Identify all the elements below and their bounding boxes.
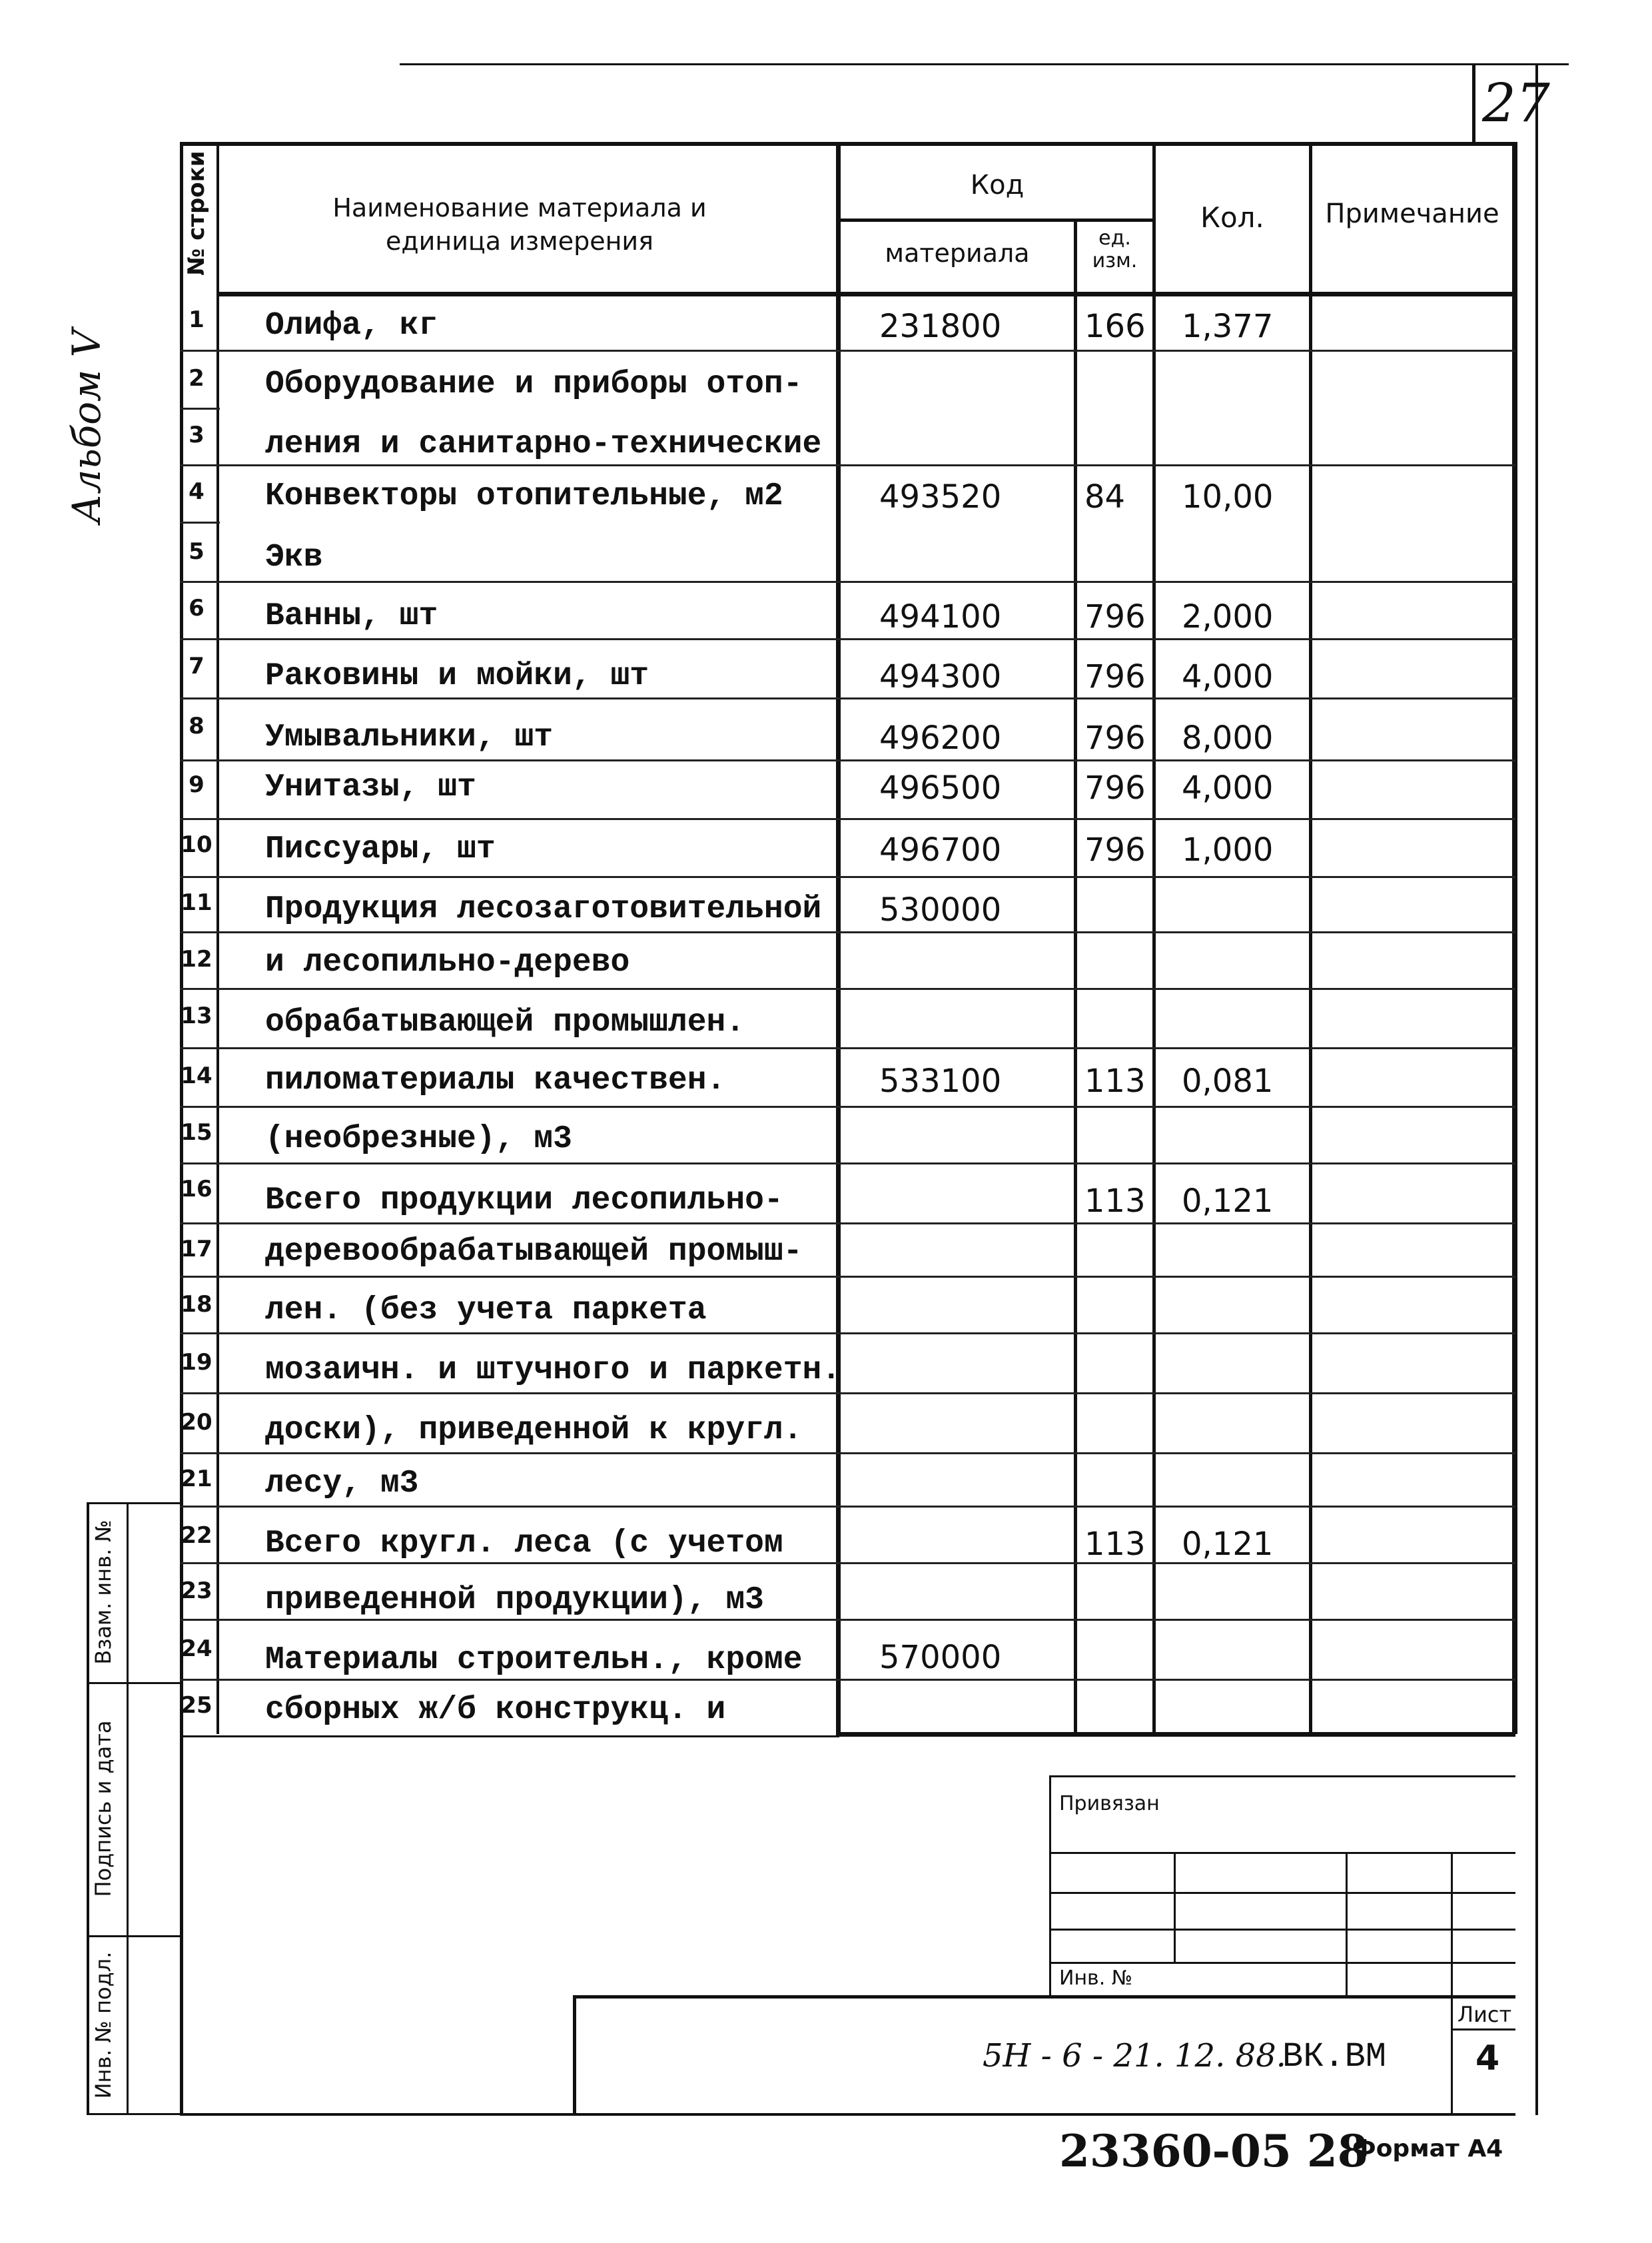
- header-code-unit-1: ед.: [1098, 226, 1131, 250]
- row-quantity: 8,000: [1182, 719, 1274, 757]
- header-code: Код: [970, 170, 1025, 201]
- row-material-code: 231800: [879, 308, 1002, 345]
- row-material-name: доски), приведенной к кругл.: [265, 1412, 803, 1448]
- row-number: 22: [181, 1522, 212, 1549]
- archive-number: 23360-05 28: [1059, 2125, 1368, 2177]
- row-number: 14: [181, 1063, 212, 1089]
- header-note: Примечание: [1325, 199, 1499, 229]
- row-material-name: ления и санитарно-технические: [265, 426, 822, 462]
- row-unit-code: 113: [1084, 1526, 1146, 1563]
- row-material-name: Ванны, шт: [265, 598, 438, 634]
- row-material-code: 496700: [879, 831, 1002, 869]
- row-material-name: лен. (без учета паркета: [265, 1292, 707, 1328]
- album-mark: Альбом V: [64, 329, 109, 524]
- privyazan-label: Привязан: [1059, 1792, 1160, 1815]
- row-material-name: Писсуары, шт: [265, 831, 496, 867]
- row-number: 10: [181, 831, 212, 858]
- header-code-unit-2: изм.: [1092, 249, 1138, 272]
- page-number: 27: [1482, 72, 1550, 134]
- row-material-name: Всего продукции лесопильно-: [265, 1182, 783, 1218]
- row-number: 15: [181, 1119, 212, 1146]
- row-unit-code: 796: [1084, 719, 1146, 757]
- row-material-name: приведенной продукции), м3: [265, 1582, 764, 1618]
- row-number: 4: [189, 478, 205, 505]
- row-material-name: Всего кругл. леса (с учетом: [265, 1526, 783, 1562]
- row-material-name: Продукция лесозаготовительной: [265, 891, 822, 927]
- row-material-code: 493520: [879, 478, 1002, 516]
- row-material-name: сборных ж/б конструкц. и: [265, 1692, 726, 1728]
- row-unit-code: 166: [1084, 308, 1146, 345]
- row-material-name: обрабатывающей промышлен.: [265, 1005, 745, 1041]
- row-number: 1: [189, 306, 205, 333]
- row-material-code: 494100: [879, 598, 1002, 636]
- header-qty: Кол.: [1200, 201, 1264, 234]
- row-material-code: 533100: [879, 1063, 1002, 1100]
- row-number: 3: [189, 422, 205, 448]
- row-unit-code: 113: [1084, 1063, 1146, 1100]
- row-material-name: деревообрабатывающей промыш-: [265, 1234, 803, 1270]
- row-quantity: 2,000: [1182, 598, 1274, 636]
- doc-code-handwritten: 5Н - 6 - 21. 12. 88.: [983, 2037, 1286, 2074]
- row-unit-code: 796: [1084, 658, 1146, 695]
- row-number: 5: [189, 538, 205, 565]
- row-number: 23: [181, 1577, 212, 1604]
- row-quantity: 4,000: [1182, 658, 1274, 695]
- row-number: 16: [181, 1176, 212, 1202]
- sheet-number: 4: [1475, 2038, 1500, 2078]
- row-quantity: 0,121: [1182, 1182, 1274, 1220]
- row-material-code: 570000: [879, 1639, 1002, 1676]
- row-unit-code: 84: [1084, 478, 1126, 516]
- doc-code: ВК.ВМ: [1282, 2037, 1387, 2076]
- row-quantity: 10,00: [1182, 478, 1274, 516]
- row-unit-code: 796: [1084, 769, 1146, 807]
- row-material-code: 494300: [879, 658, 1002, 695]
- row-number: 6: [189, 595, 205, 622]
- row-material-name: Оборудование и приборы отоп-: [265, 366, 803, 402]
- row-quantity: 4,000: [1182, 769, 1274, 807]
- row-quantity: 1,377: [1182, 308, 1274, 345]
- row-number: 20: [181, 1409, 212, 1436]
- row-number: 11: [181, 889, 212, 916]
- row-material-name: Материалы строительн., кроме: [265, 1642, 803, 1678]
- row-quantity: 0,121: [1182, 1526, 1274, 1563]
- row-material-name: (необрезные), м3: [265, 1121, 572, 1157]
- stamp-replace-inv: Взам. инв. №: [91, 1520, 116, 1665]
- stamp-inv-orig: Инв. № подл.: [91, 1951, 116, 2099]
- row-material-name: мозаичн. и штучного и паркетн.: [265, 1352, 841, 1388]
- row-material-code: 496200: [879, 719, 1002, 757]
- header-name-line1: Наименование материала и: [332, 193, 707, 223]
- row-number: 25: [181, 1692, 212, 1719]
- row-material-name: Раковины и мойки, шт: [265, 658, 649, 694]
- row-material-name: и лесопильно-дерево: [265, 945, 630, 981]
- row-material-name: Унитазы, шт: [265, 769, 476, 805]
- row-number: 7: [189, 653, 205, 679]
- row-unit-code: 796: [1084, 598, 1146, 636]
- row-number: 2: [189, 365, 205, 392]
- row-quantity: 0,081: [1182, 1063, 1274, 1100]
- header-name-line2: единица измерения: [386, 226, 653, 256]
- row-number: 8: [189, 713, 205, 739]
- row-material-name: Олифа, кг: [265, 308, 438, 344]
- row-material-name: Конвекторы отопительные, м2: [265, 478, 783, 514]
- row-quantity: 1,000: [1182, 831, 1274, 869]
- row-material-name: Умывальники, шт: [265, 719, 554, 755]
- row-number: 18: [181, 1291, 212, 1318]
- row-material-name: пиломатериалы качествен.: [265, 1063, 726, 1099]
- header-row-no: № строки: [183, 151, 210, 276]
- header-code-material: материала: [885, 238, 1030, 268]
- row-material-code: 496500: [879, 769, 1002, 807]
- row-number: 13: [181, 1003, 212, 1029]
- stamp-sign-date: Подпись и дата: [91, 1720, 116, 1897]
- row-number: 12: [181, 946, 212, 973]
- sheet-label: Лист: [1457, 2002, 1512, 2027]
- row-number: 24: [181, 1635, 212, 1662]
- row-unit-code: 113: [1084, 1182, 1146, 1220]
- row-number: 19: [181, 1349, 212, 1376]
- row-material-name: Экв: [265, 540, 323, 576]
- row-number: 21: [181, 1466, 212, 1492]
- row-unit-code: 796: [1084, 831, 1146, 869]
- inv-no-label: Инв. №: [1059, 1967, 1133, 1990]
- row-number: 17: [181, 1236, 212, 1262]
- row-material-name: лесу, м3: [265, 1466, 419, 1502]
- row-material-code: 530000: [879, 891, 1002, 929]
- row-number: 9: [189, 771, 205, 798]
- format-label: Формат А4: [1352, 2135, 1503, 2162]
